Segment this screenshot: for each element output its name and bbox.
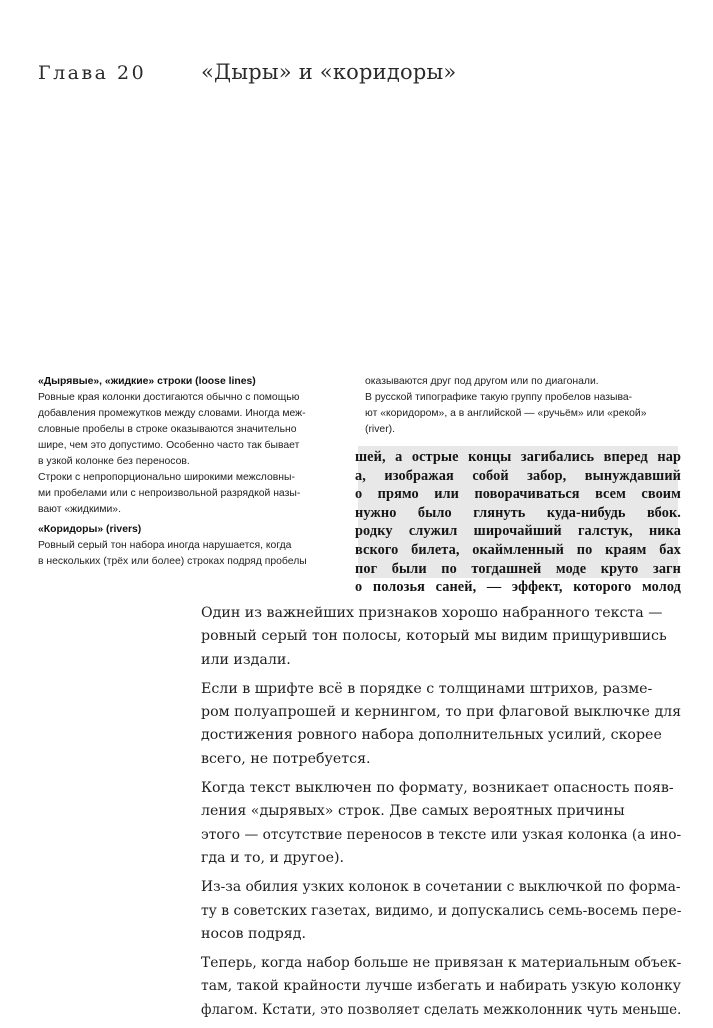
text-line: вают «жидкими». (38, 504, 121, 515)
text-line: там, такой крайности лучше избегать и набирать узкую колонку (201, 978, 681, 995)
main-text (201, 602, 681, 1028)
text-line: оказываются друг под другом или по диагонали. (365, 376, 599, 387)
sample-line: родку служил широчайший галстук, ника (355, 523, 681, 540)
sample-line: о полозья саней, — эффект, которого молод (355, 579, 681, 596)
sidenote-heading-loose-lines: «Дырявые», «жидкие» строки (loose lines) (38, 376, 256, 387)
sample-line: о прямо или поворачиваться всем своим (355, 486, 681, 503)
text-line: в нескольких (трёх или более) строках подряд пробелы (38, 556, 307, 567)
text-line: словные пробелы в строке оказываются значительно (38, 424, 297, 435)
sample-line: а, изображая собой забор, вынуждавший (355, 467, 681, 484)
text-line: Ровные края колонки достигаются обычно с помощью (38, 392, 300, 403)
text-line: флагом. Кстати, это позволяет сделать межколонник чуть меньше. (201, 1001, 682, 1018)
text-line: Один из важнейших признаков хорошо набранного текста — (201, 605, 663, 621)
sidenote-right (365, 374, 685, 438)
text-line: этого — отсутствие переносов в тексте или узкая колонка (а ино- (201, 826, 682, 843)
paragraph (201, 952, 681, 1022)
chapter-title: «Дыры» и «коридоры» (201, 60, 457, 84)
text-line: ту в советских газетах, видимо, и допускались семь-восемь пере- (201, 902, 682, 919)
text-line: (river). (365, 424, 396, 435)
text-line: или издали. (201, 651, 291, 668)
sidenote-heading-rivers: «Коридоры» (rivers) (38, 524, 142, 535)
sidenote-loose-lines-text (38, 390, 338, 518)
sidenote-left (38, 374, 338, 570)
paragraph (201, 777, 681, 870)
text-line: добавления промежутков между словами. Иногда меж- (38, 408, 306, 419)
scanned-text-sample (355, 446, 681, 596)
text-line: шире, чем это допустимо. Особенно часто так бывает (38, 440, 300, 451)
sidenote-rivers-text (38, 538, 338, 570)
paragraph (201, 602, 681, 672)
text-line: гда и то, и другое). (201, 849, 345, 866)
text-line: ми пробелами или с непроизвольной разрядкой назы- (38, 488, 301, 499)
sample-line: пог были по тогдашней моде круто загн (355, 560, 681, 577)
text-line: ровный серый тон полосы, который мы видим прищурившись (201, 628, 667, 645)
sample-line: шей, а острые концы загибались вперед нар (355, 449, 681, 465)
paragraph (201, 876, 681, 946)
sample-line: вского билета, окаймленный по краям бах (355, 541, 681, 558)
text-line: в узкой колонке без переносов. (38, 456, 190, 467)
text-line: ления «дырявых» строк. Две самых вероятных причины (201, 803, 625, 820)
paragraph (201, 678, 681, 771)
text-line: Ровный серый тон набора иногда нарушается, когда (38, 540, 292, 551)
text-line: ром полуапрошей и кернингом, то при флаговой выключке для (201, 704, 682, 721)
text-line: Когда текст выключен по формату, возникает опасность появ- (201, 780, 674, 797)
text-line: В русской типографике такую группу пробелов называ- (365, 392, 633, 403)
text-line: носов подряд. (201, 925, 306, 942)
text-line: Строки с непропорционально широкими межсловны- (38, 472, 295, 483)
text-line: ют «коридором», а в английской — «ручьём» или «рекой» (365, 408, 647, 419)
text-line: Из-за обилия узких колонок в сочетании с выключкой по форма- (201, 879, 681, 896)
text-line: всего, не потребуется. (201, 750, 371, 767)
chapter-number: Глава 20 (38, 62, 147, 84)
text-line: Теперь, когда набор больше не привязан к материальным объек- (201, 955, 682, 972)
sample-line: нужно было глянуть куда-нибудь вбок. (355, 504, 681, 521)
text-line: Если в шрифте всё в порядке с толщинами штрихов, разме- (201, 680, 653, 697)
text-line: достижения ровного набора дополнительных усилий, скорее (201, 727, 662, 744)
